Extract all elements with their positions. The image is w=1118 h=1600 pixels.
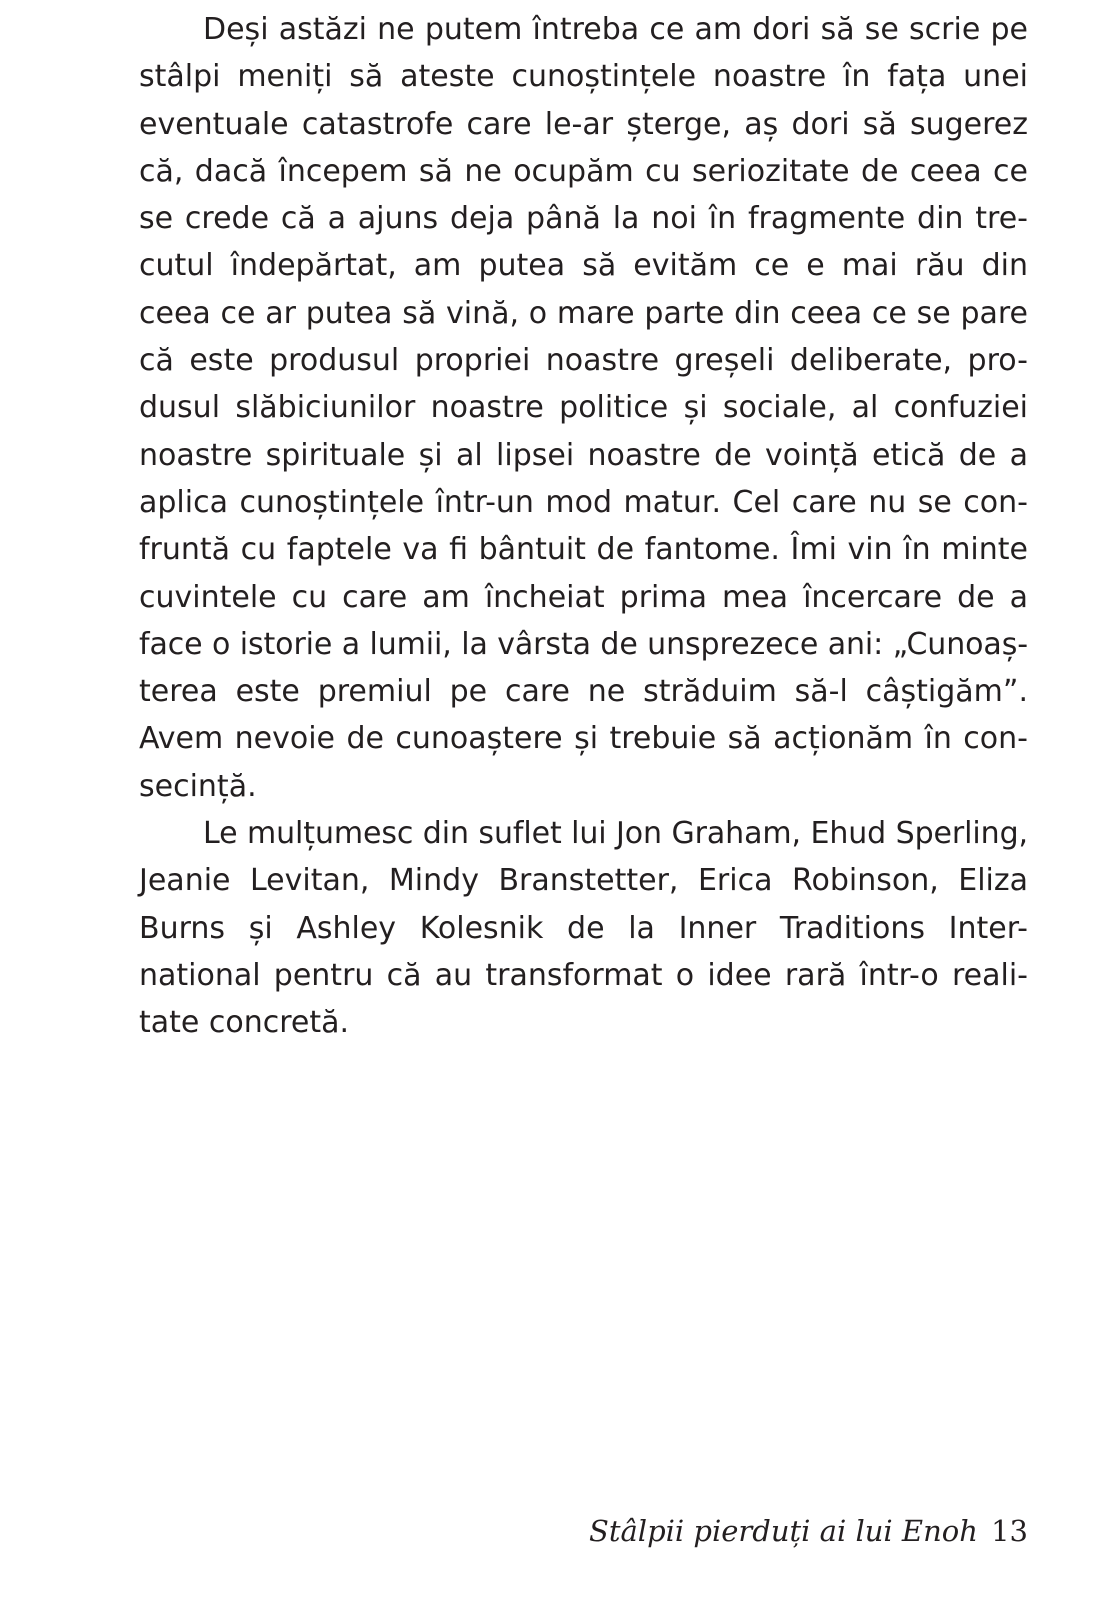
- text-line: secință.: [139, 768, 257, 804]
- text-line: Le mulțumesc din suflet lui Jon Graham, Ehud Sperling,: [203, 816, 1028, 852]
- body-text: [139, 6, 1028, 1047]
- text-line: cutul îndepărtat, am putea să evităm ce e mai rău din: [139, 248, 1028, 284]
- text-line: stâlpi meniți să ateste cunoștințele noastre în fața unei: [139, 59, 1028, 95]
- text-line: eventuale catastrofe care le-ar șterge, aș dori să sugerez: [139, 106, 1028, 142]
- text-line: Burns și Ashley Kolesnik de la Inner Traditions Inter-: [139, 910, 1028, 946]
- paragraph-2: [139, 810, 1028, 1046]
- text-line: cuvintele cu care am încheiat prima mea încercare de a: [139, 579, 1028, 615]
- page-footer: [589, 1514, 1028, 1558]
- running-title: Stâlpii pierduți ai lui Enoh: [589, 1514, 978, 1548]
- text-line: ceea ce ar putea să vină, o mare parte din ceea ce se pare: [139, 295, 1028, 331]
- text-line: Avem nevoie de cunoaștere și trebuie să acționăm în con-: [139, 721, 1028, 757]
- text-line: dusul slăbiciunilor noastre politice și sociale, al confuziei: [139, 390, 1028, 426]
- text-line: Jeanie Levitan, Mindy Branstetter, Erica Robinson, Eliza: [139, 863, 1028, 899]
- paragraph-1: [139, 6, 1028, 810]
- text-line: noastre spirituale și al lipsei noastre de voință etică de a: [139, 437, 1028, 473]
- text-line: Deși astăzi ne putem întreba ce am dori să se scrie pe: [203, 12, 1028, 47]
- text-line: face o istorie a lumii, la vârsta de unsprezece ani: „Cunoaș-: [139, 626, 1028, 662]
- page-number: 13: [991, 1514, 1028, 1548]
- text-line: national pentru că au transformat o idee rară într-o reali-: [139, 957, 1028, 993]
- text-line: se crede că a ajuns deja până la noi în fragmente din tre-: [139, 201, 1028, 237]
- text-line: aplica cunoștințele într-un mod matur. Cel care nu se con-: [139, 484, 1028, 520]
- text-line: că este produsul propriei noastre greșeli deliberate, pro-: [139, 343, 1028, 379]
- text-line: fruntă cu faptele va fi bântuit de fantome. Îmi vin în minte: [139, 532, 1028, 568]
- text-line: că, dacă începem să ne ocupăm cu seriozitate de ceea ce: [139, 153, 1028, 189]
- text-line: terea este premiul pe care ne străduim să-l câștigăm”.: [139, 674, 1028, 710]
- text-line: tate concretă.: [139, 1005, 350, 1041]
